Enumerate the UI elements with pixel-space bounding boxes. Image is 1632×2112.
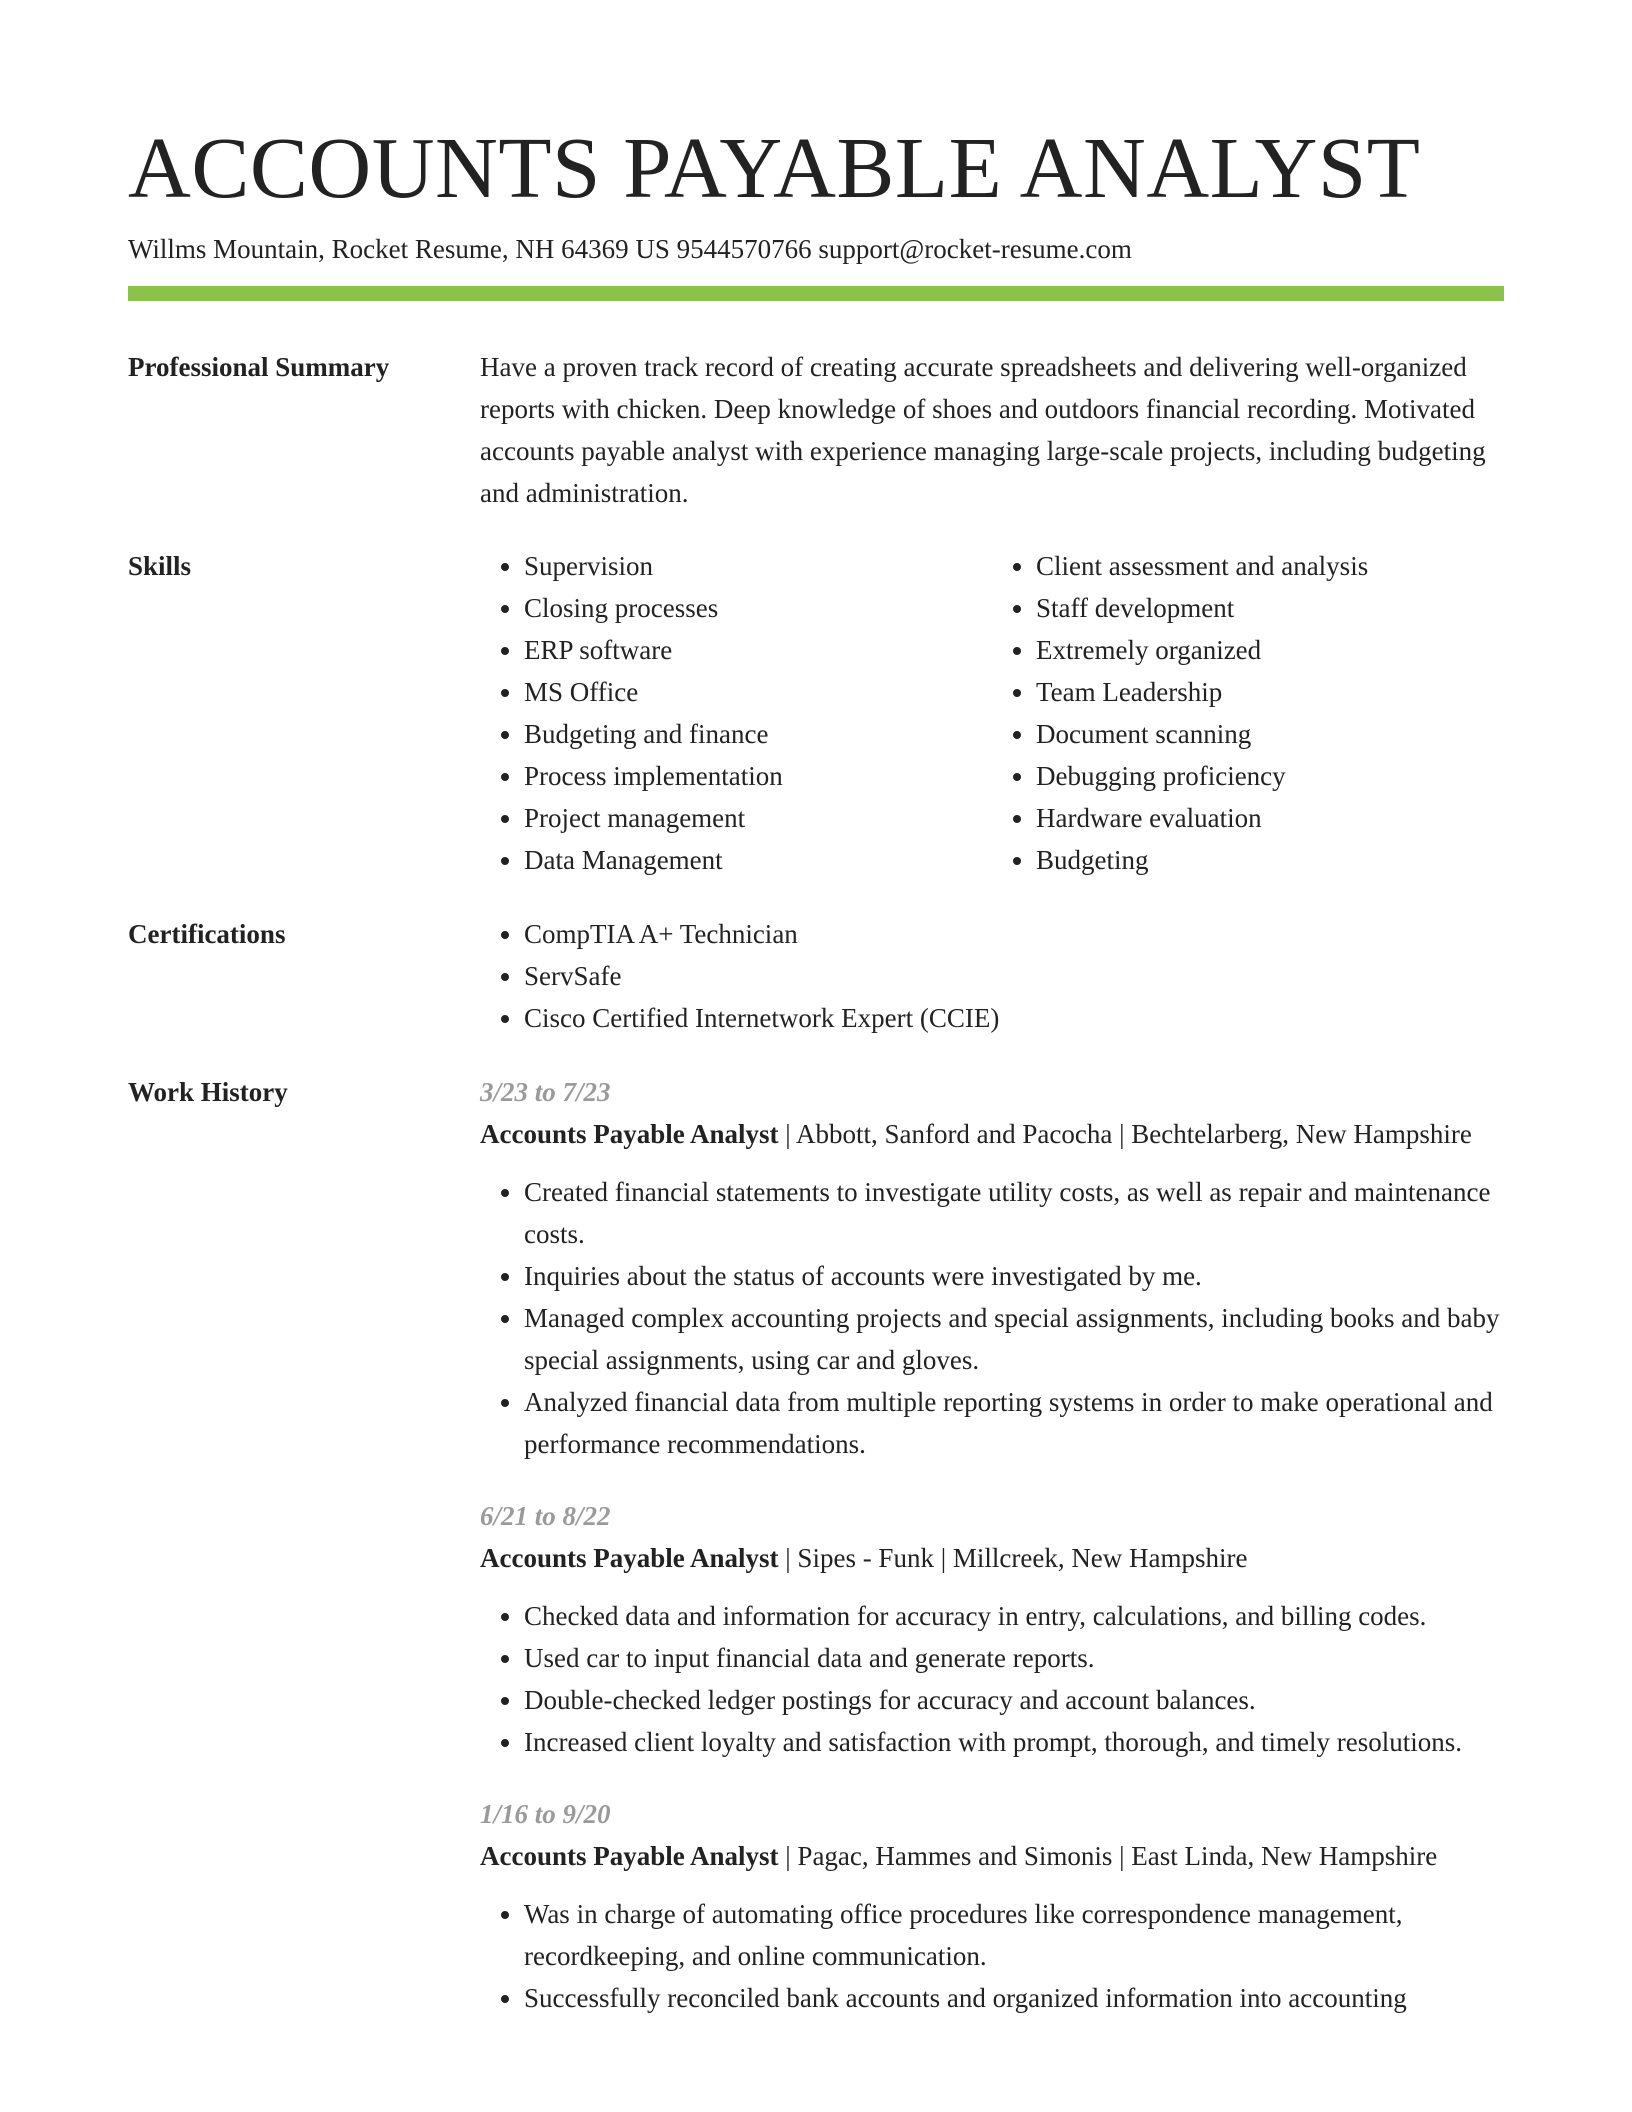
job-bullet: • Successfully reconciled bank accounts and organized information into accounting (524, 1977, 1504, 2019)
skill-item: • Debugging proficiency (1036, 755, 1504, 797)
skill-item: • Client assessment and analysis (1036, 545, 1504, 587)
job-dates: 6/21 to 8/22 (480, 1501, 611, 1531)
certifications-body (480, 913, 1504, 1039)
skill-item: • Staff development (1036, 587, 1504, 629)
job-dates: 3/23 to 7/23 (480, 1077, 611, 1107)
skill-item: • Document scanning (1036, 713, 1504, 755)
job-title: Accounts Payable Analyst (480, 1841, 779, 1871)
skills-body (480, 545, 1504, 881)
job-dates: 1/16 to 9/20 (480, 1799, 611, 1829)
certification-item: • Cisco Certified Internetwork Expert (CCIE) (524, 997, 1504, 1039)
job-bullet: • Was in charge of automating office procedures like correspondence management, recordkeeping, and online communication. (524, 1893, 1504, 1977)
skill-item: • Team Leadership (1036, 671, 1504, 713)
summary-heading: Professional Summary (128, 352, 390, 382)
job-bullet: • Inquiries about the status of accounts were investigated by me. (524, 1255, 1504, 1297)
skill-item: • Extremely organized (1036, 629, 1504, 671)
skills-list-left (480, 545, 992, 881)
job-bullet: • Created financial statements to investigate utility costs, as well as repair and maintenance costs. (524, 1171, 1504, 1255)
job-heading (480, 1113, 1504, 1155)
job-bullets (480, 1595, 1504, 1763)
job-bullets (480, 1893, 1504, 2019)
job-entry (480, 1793, 1504, 2019)
skill-item: • Budgeting and finance (524, 713, 992, 755)
job-bullet: • Managed complex accounting projects and special assignments, including books and baby special assignments, using car and gloves. (524, 1297, 1504, 1381)
skill-item: • Project management (524, 797, 992, 839)
skills-heading: Skills (128, 551, 192, 581)
job-title: Accounts Payable Analyst (480, 1543, 779, 1573)
certification-item: • ServSafe (524, 955, 1504, 997)
skill-item: • ERP software (524, 629, 992, 671)
certifications-heading: Certifications (128, 919, 286, 949)
job-heading (480, 1835, 1504, 1877)
job-details: | Abbott, Sanford and Pacocha | Bechtelarberg, New Hampshire (778, 1119, 1472, 1149)
skill-item: • Process implementation (524, 755, 992, 797)
resume-title: ACCOUNTS PAYABLE ANALYST (128, 119, 1421, 216)
skill-item: • Budgeting (1036, 839, 1504, 881)
job-bullet: • Analyzed financial data from multiple reporting systems in order to make operational and performance recommendations. (524, 1381, 1504, 1465)
summary-text: Have a proven track record of creating accurate spreadsheets and delivering well-organized reports with chicken. Deep knowledge of shoes and outdoors financial recording. Motivated accounts payable analyst with experience managing large-scale projects, including budgeting and administration. (480, 352, 1486, 508)
job-heading (480, 1537, 1504, 1579)
job-bullet: • Increased client loyalty and satisfaction with prompt, thorough, and timely resolutions. (524, 1721, 1504, 1763)
job-bullet: • Double-checked ledger postings for accuracy and account balances. (524, 1679, 1504, 1721)
job-details: | Pagac, Hammes and Simonis | East Linda, New Hampshire (778, 1841, 1438, 1871)
job-title: Accounts Payable Analyst (480, 1119, 779, 1149)
contact-line: Willms Mountain, Rocket Resume, NH 64369 US 9544570766 support@rocket-resume.com (128, 234, 1132, 264)
job-bullet: • Used car to input financial data and generate reports. (524, 1637, 1504, 1679)
certifications-list (480, 913, 1504, 1039)
skill-item: • Data Management (524, 839, 992, 881)
job-bullets (480, 1171, 1504, 1465)
job-entry (480, 1071, 1504, 1465)
summary-body (480, 346, 1504, 514)
job-details: | Sipes - Funk | Millcreek, New Hampshire (778, 1543, 1248, 1573)
skills-list-right (992, 545, 1504, 881)
skill-item: • Hardware evaluation (1036, 797, 1504, 839)
certification-item: • CompTIA A+ Technician (524, 913, 1504, 955)
job-bullet: • Checked data and information for accuracy in entry, calculations, and billing codes. (524, 1595, 1504, 1637)
skill-item: • MS Office (524, 671, 992, 713)
skill-item: • Supervision (524, 545, 992, 587)
work-history-heading: Work History (128, 1077, 288, 1107)
job-entry (480, 1495, 1504, 1763)
work-history-body (480, 1071, 1504, 2049)
header-divider (128, 286, 1504, 301)
skill-item: • Closing processes (524, 587, 992, 629)
